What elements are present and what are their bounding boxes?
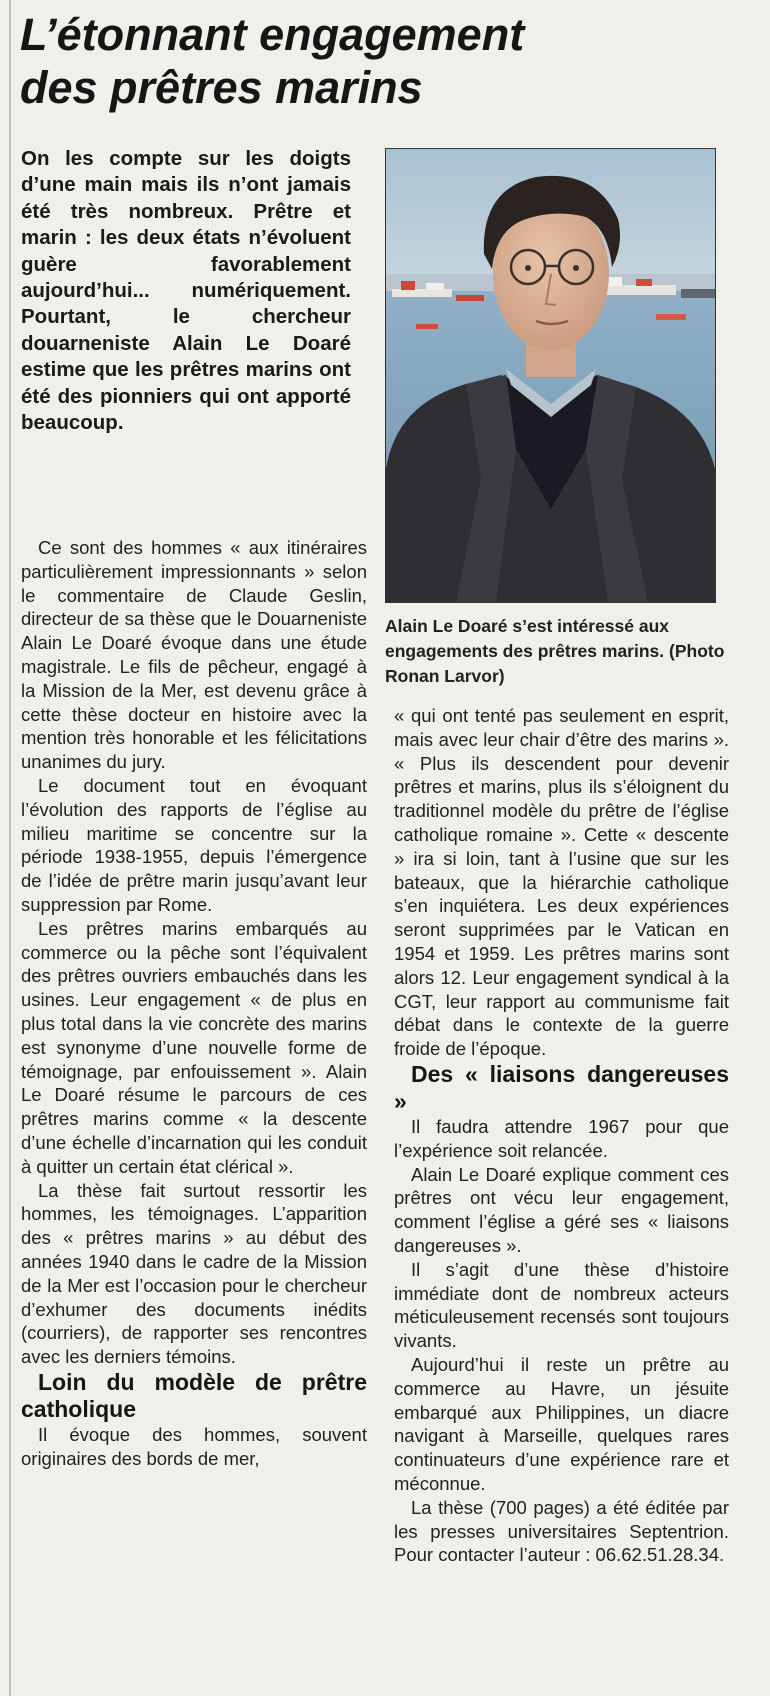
paragraph: Le document tout en évoquant l’évolution des rapports de l’église au milieu maritime se concentre sur la période 1938-1955, depuis l’émergence de l’idée de prêtre marin jusqu’avant leur suppression par Rome. bbox=[21, 774, 367, 915]
paragraph: Ce sont des hommes « aux itinéraires particulièrement impressionnants » selon le commentaire de Claude Geslin, directeur de sa thèse que le Douarneniste Alain Le Doaré évoque dans une étude magistrale. Le fils de pêcheur, engagé à la Mission de la Mer, est devenu grâce à cette thèse docteur en histoire avec la mention très honorable et les félicitations unanimes du jury. bbox=[21, 537, 367, 773]
headline-line-1: L’étonnant engagement bbox=[20, 9, 525, 60]
paragraph: Les prêtres marins embarqués au commerce ou la pêche sont l’équivalent des prêtres ouvriers embauchés dans les usines. Leur engagement « de plus en plus total dans la vie concrète des marins est synonyme d’une nouvelle forme de témoignage, par enfouissement ». Alain Le Doaré résume le parcours de ces prêtres marins comme « la descente d’une échelle d’incarnation qui les conduit à quitter un certain état clérical ». bbox=[21, 917, 367, 1177]
article-headline bbox=[20, 8, 720, 114]
column-rule bbox=[9, 0, 11, 1696]
paragraph: Alain Le Doaré explique comment ces prêtres ont vécu leur engagement, comment l’église a géré ses « liaisons dangereuses ». bbox=[394, 1163, 729, 1256]
subheading-loin-du-modele: Loin du modèle de prêtre catholique bbox=[21, 1368, 367, 1422]
paragraph: « qui ont tenté pas seulement en esprit, mais avec leur chair d’être des marins ». « Plus ils descendent pour devenir prêtres et marins, plus ils s’éloignent du traditionnel modèle du prêtre de l’église catholique romaine ». Cette « descente » ira si loin, tant à l’usine que sur les bateaux, que la hiérarchie catholique s’en inquiétera. Les deux expériences seront supprimées par le Vatican en 1954 et 1959. Les prêtres marins sont alors 12. Leur engagement syndical à la CGT, leur rapport au communisme fait débat dans le contexte de la guerre froide de l’époque. bbox=[394, 705, 729, 1060]
left-column bbox=[21, 536, 367, 1470]
right-column bbox=[394, 704, 729, 1567]
paragraph: La thèse (700 pages) a été éditée par les presses universitaires Septentrion. Pour contacter l’auteur : 06.62.51.28.34. bbox=[394, 1496, 729, 1566]
paragraph: Il évoque des hommes, souvent originaires des bords de mer, bbox=[21, 1423, 367, 1469]
paragraph: Il faudra attendre 1967 pour que l’expérience soit relancée. bbox=[394, 1115, 729, 1161]
portrait-illustration bbox=[386, 149, 715, 602]
paragraph: Aujourd’hui il reste un prêtre au commerce au Havre, un jésuite embarqué aux Philippines, un diacre navigant à Marseille, quelques rares continuateurs d’une expérience rare et méconnue. bbox=[394, 1353, 729, 1494]
paragraph: La thèse fait surtout ressortir les hommes, les témoignages. L’apparition des « prêtres marins » au début des années 1940 dans le cadre de la Mission de la Mer est l’occasion pour le chercheur d’exhumer des documents inédits (courriers), de rapporter ses rencontres avec les derniers témoins. bbox=[21, 1179, 367, 1368]
paragraph: Il s’agit d’une thèse d’histoire immédiate dont de nombreux acteurs méticuleusement recensés sont toujours vivants. bbox=[394, 1258, 729, 1352]
headline-line-2: des prêtres marins bbox=[20, 62, 423, 113]
article-lead: On les compte sur les doigts d’une main mais ils n’ont jamais été très nombreux. Prêtre et marin : les deux états n’évoluent guère favorablement aujourd’hui... numériquement. Pourtant, le chercheur douarneniste Alain Le Doaré estime que les prêtres marins ont été des pionniers qui ont apporté beaucoup. bbox=[21, 147, 351, 435]
photo-caption: Alain Le Doaré s’est intéressé aux engagements des prêtres marins. (Photo Ronan Larvor) bbox=[385, 616, 725, 686]
portrait-photo bbox=[385, 148, 716, 603]
subheading-liaisons-dangereuses: Des « liaisons dangereuses » bbox=[394, 1060, 729, 1114]
